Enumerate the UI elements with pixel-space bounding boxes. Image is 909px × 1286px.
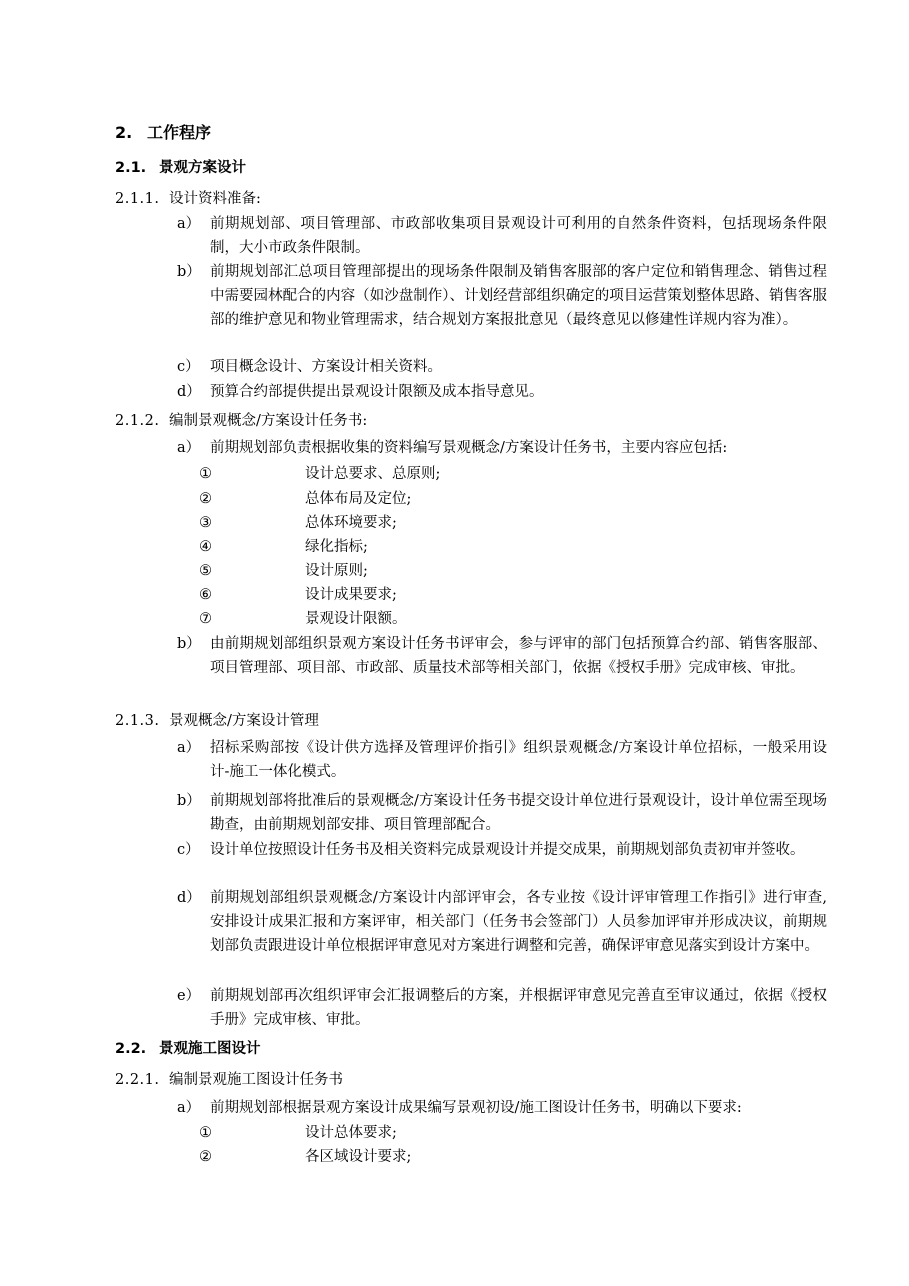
section-heading: [115, 120, 211, 143]
item-letter: a）: [177, 216, 201, 232]
item-text: 招标采购部按《设计供方选择及管理评价指引》组织景观概念/方案设计单位招标，一般采用设计-施工一体化模式。: [210, 740, 827, 780]
subsection-number: 2.2.: [115, 1041, 147, 1057]
item-text: 前期规划部根据景观方案设计成果编写景观初设/施工图设计任务书，明确以下要求:: [210, 1100, 742, 1116]
clause-number: 2.1.1.: [115, 191, 160, 207]
sub-item-marker: ②: [199, 491, 212, 507]
clause-heading-2-1-2: [115, 409, 367, 430]
sub-list-item: [199, 583, 397, 607]
item-letter: d）: [177, 384, 201, 400]
item-letter: a）: [177, 1100, 201, 1116]
subsection-heading-2-1: [115, 156, 246, 177]
clause-title: 编制景观概念/方案设计任务书:: [169, 413, 368, 429]
sub-item-marker: ⑥: [199, 587, 212, 603]
item-letter: e）: [177, 988, 201, 1004]
list-item: [177, 838, 827, 862]
list-item: [177, 736, 827, 784]
clause-number: 2.1.3.: [115, 713, 160, 729]
sub-item-marker: ①: [199, 466, 212, 482]
list-item: [177, 789, 827, 837]
item-letter: c）: [177, 359, 200, 375]
item-letter: a）: [177, 740, 201, 756]
list-item: [177, 355, 827, 379]
list-item: [177, 984, 827, 1032]
item-letter: b）: [177, 793, 201, 809]
sub-item-text: 景观设计限额。: [305, 611, 407, 627]
item-text: 预算合约部提供提出景观设计限额及成本指导意见。: [210, 384, 544, 400]
sub-list-item: [199, 1145, 411, 1169]
clause-heading-2-1-1: [115, 187, 261, 208]
sub-item-marker: ⑦: [199, 611, 212, 627]
sub-item-text: 总体环境要求;: [305, 515, 397, 531]
sub-list-item: [199, 511, 397, 535]
sub-item-marker: ⑤: [199, 563, 212, 579]
sub-list-item: [199, 607, 407, 631]
list-item: [177, 212, 827, 260]
item-text: 前期规划部组织景观概念/方案设计内部评审会，各专业按《设计评审管理工作指引》进行审查,安排设计成果汇报和方案评审，相关部门（任务书会签部门）人员参加评审并形成决议，前期规划部负责跟进设计单位根据评审意见对方案进行调整和完善，确保评审意见落实到设计方案中。: [210, 890, 827, 954]
item-text: 由前期规划部组织景观方案设计任务书评审会，参与评审的部门包括预算合约部、销售客服部、项目管理部、项目部、市政部、质量技术部等相关部门，依据《授权手册》完成审核、审批。: [210, 636, 827, 676]
sub-item-text: 设计总体要求;: [305, 1125, 397, 1141]
section-title: 工作程序: [147, 123, 212, 142]
clause-number: 2.1.2.: [115, 413, 160, 429]
item-text: 项目概念设计、方案设计相关资料。: [210, 359, 442, 375]
subsection-title: 景观施工图设计: [159, 1041, 261, 1057]
sub-list-item: [199, 462, 440, 486]
section-number: 2.: [115, 123, 133, 142]
clause-title: 编制景观施工图设计任务书: [169, 1072, 343, 1088]
list-item: [177, 436, 827, 460]
clause-heading-2-2-1: [115, 1068, 343, 1089]
clause-title: 设计资料准备:: [169, 191, 261, 207]
item-letter: b）: [177, 636, 201, 652]
sub-item-text: 总体布局及定位;: [305, 491, 412, 507]
sub-list-item: [199, 535, 368, 559]
sub-list-item: [199, 559, 368, 583]
item-text: 设计单位按照设计任务书及相关资料完成景观设计并提交成果，前期规划部负责初审并签收。: [210, 842, 805, 858]
sub-item-marker: ②: [199, 1149, 212, 1165]
item-letter: a）: [177, 440, 201, 456]
list-item: [177, 260, 827, 332]
sub-item-text: 设计原则;: [305, 563, 368, 579]
subsection-heading-2-2: [115, 1037, 261, 1058]
subsection-title: 景观方案设计: [159, 160, 246, 176]
sub-list-item: [199, 1121, 397, 1145]
list-item: [177, 886, 827, 958]
sub-item-marker: ④: [199, 539, 212, 555]
list-item: [177, 632, 827, 680]
subsection-number: 2.1.: [115, 160, 147, 176]
clause-number: 2.2.1.: [115, 1072, 160, 1088]
item-text: 前期规划部、项目管理部、市政部收集项目景观设计可利用的自然条件资料，包括现场条件限制，大小市政条件限制。: [210, 216, 827, 256]
item-letter: d）: [177, 890, 201, 906]
item-text: 前期规划部汇总项目管理部提出的现场条件限制及销售客服部的客户定位和销售理念、销售过程中需要园林配合的内容（如沙盘制作）、计划经营部组织确定的项目运营策划整体思路、销售客服部的维护意见和物业管理需求，结合规划方案报批意见（最终意见以修建性详规内容为准）。: [210, 264, 827, 328]
sub-item-text: 各区域设计要求;: [305, 1149, 412, 1165]
item-text: 前期规划部将批准后的景观概念/方案设计任务书提交设计单位进行景观设计，设计单位需至现场勘查，由前期规划部安排、项目管理部配合。: [210, 793, 827, 833]
item-text: 前期规划部负责根据收集的资料编写景观概念/方案设计任务书，主要内容应包括:: [210, 440, 728, 456]
sub-item-text: 设计成果要求;: [305, 587, 397, 603]
list-item: [177, 380, 827, 404]
clause-title: 景观概念/方案设计管理: [169, 713, 319, 729]
item-text: 前期规划部再次组织评审会汇报调整后的方案，并根据评审意见完善直至审议通过，依据《授权手册》完成审核、审批。: [210, 988, 827, 1028]
item-letter: c）: [177, 842, 200, 858]
sub-list-item: [199, 487, 411, 511]
clause-heading-2-1-3: [115, 709, 319, 730]
sub-item-text: 绿化指标;: [305, 539, 368, 555]
sub-item-marker: ③: [199, 515, 212, 531]
list-item: [177, 1096, 827, 1120]
item-letter: b）: [177, 264, 201, 280]
sub-item-text: 设计总要求、总原则;: [305, 466, 441, 482]
sub-item-marker: ①: [199, 1125, 212, 1141]
